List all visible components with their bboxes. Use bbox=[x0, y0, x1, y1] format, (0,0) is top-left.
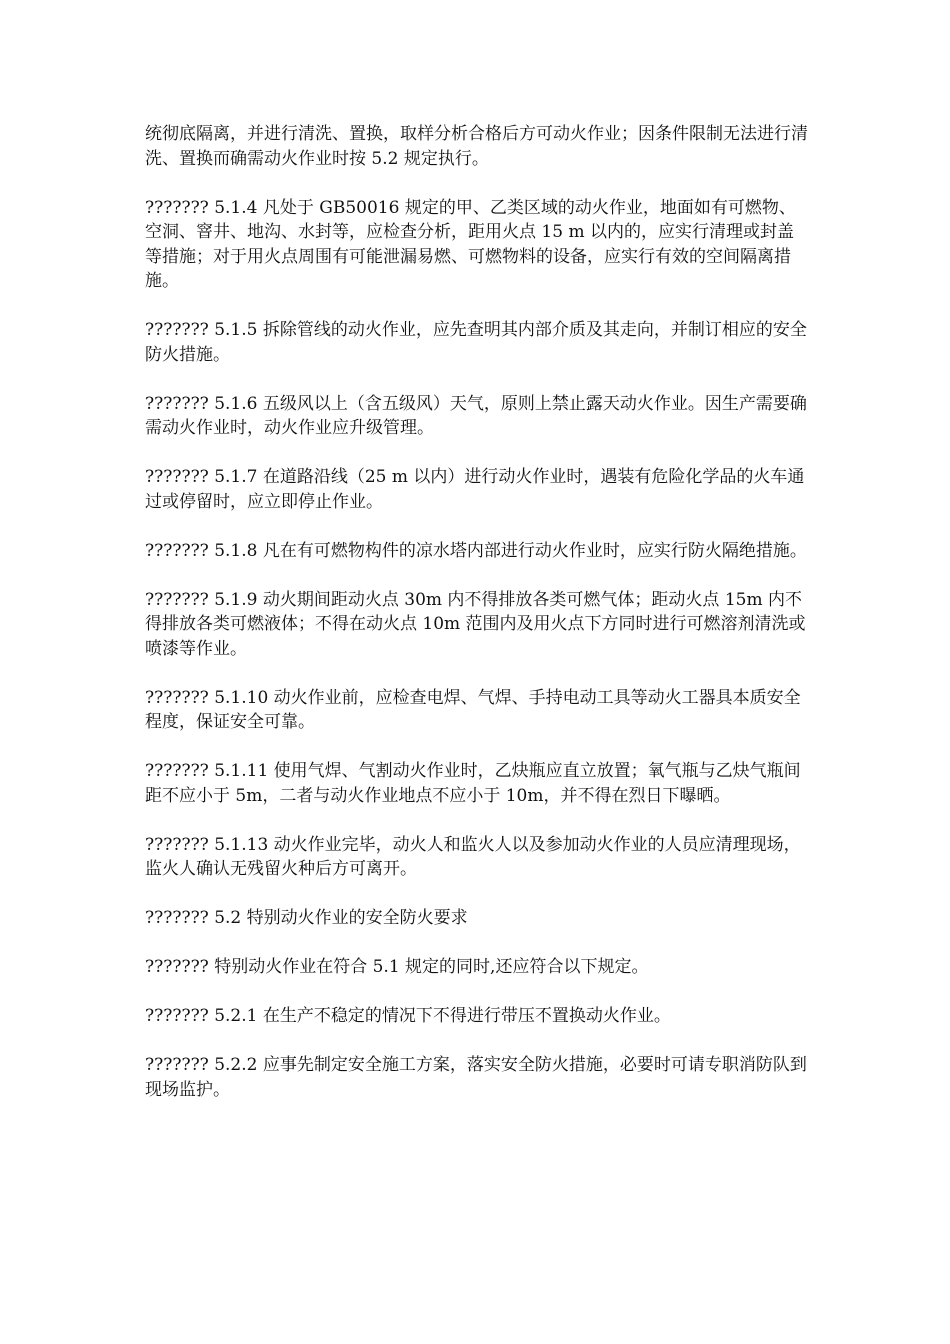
document-body bbox=[145, 122, 810, 1127]
paragraph-4: ??????? 5.1.6 五级风以上（含五级风）天气，原则上禁止露天动火作业。因生产需要确需动火作业时，动火作业应升级管理。 bbox=[145, 393, 807, 438]
paragraph-3: ??????? 5.1.5 拆除管线的动火作业，应先查明其内部介质及其走向，并制订相应的安全防火措施。 bbox=[145, 320, 807, 365]
paragraph-8: ??????? 5.1.10 动火作业前，应检查电焊、气焊、手持电动工具等动火工器具本质安全程度，保证安全可靠。 bbox=[145, 687, 801, 732]
paragraph-7: ??????? 5.1.9 动火期间距动火点 30m 内不得排放各类可燃气体；距动火点 15m 内不得排放各类可燃液体；不得在动火点 10m 范围内及用火点下方同时进行可燃溶剂清洗或喷漆等作业。 bbox=[145, 589, 806, 659]
paragraph-13: ??????? 5.2.1 在生产不稳定的情况下不得进行带压不置换动火作业。 bbox=[145, 1006, 671, 1026]
paragraph-14: ??????? 5.2.2 应事先制定安全施工方案，落实安全防火措施，必要时可请专职消防队到现场监护。 bbox=[145, 1055, 807, 1100]
paragraph-9: ??????? 5.1.11 使用气焊、气割动火作业时，乙炔瓶应直立放置；氧气瓶与乙炔气瓶间距不应小于 5m，二者与动火作业地点不应小于 10m，并不得在烈日下曝晒。 bbox=[145, 761, 801, 806]
paragraph-1: 统彻底隔离，并进行清洗、置换，取样分析合格后方可动火作业；因条件限制无法进行清洗、置换而确需动火作业时按 5.2 规定执行。 bbox=[145, 124, 808, 169]
section-heading-5-2: ??????? 5.2 特别动火作业的安全防火要求 bbox=[145, 908, 468, 928]
paragraph-2: ??????? 5.1.4 凡处于 GB50016 规定的甲、乙类区域的动火作业，地面如有可燃物、空洞、窨井、地沟、水封等，应检查分析，距用火点 15 m 以内的，应实行清理或封盖等措施；对于用火点周围有可能泄漏易燃、可燃物料的设备，应实行有效的空间隔离措施。 bbox=[145, 197, 796, 291]
paragraph-12: ??????? 特别动火作业在符合 5.1 规定的同时,还应符合以下规定。 bbox=[145, 957, 649, 977]
paragraph-10: ??????? 5.1.13 动火作业完毕，动火人和监火人以及参加动火作业的人员应清理现场，监火人确认无残留火种后方可离开。 bbox=[145, 834, 801, 879]
paragraph-5: ??????? 5.1.7 在道路沿线（25 m 以内）进行动火作业时，遇装有危险化学品的火车通过或停留时，应立即停止作业。 bbox=[145, 467, 805, 512]
paragraph-6: ??????? 5.1.8 凡在有可燃物构件的凉水塔内部进行动火作业时，应实行防火隔绝措施。 bbox=[145, 540, 807, 561]
